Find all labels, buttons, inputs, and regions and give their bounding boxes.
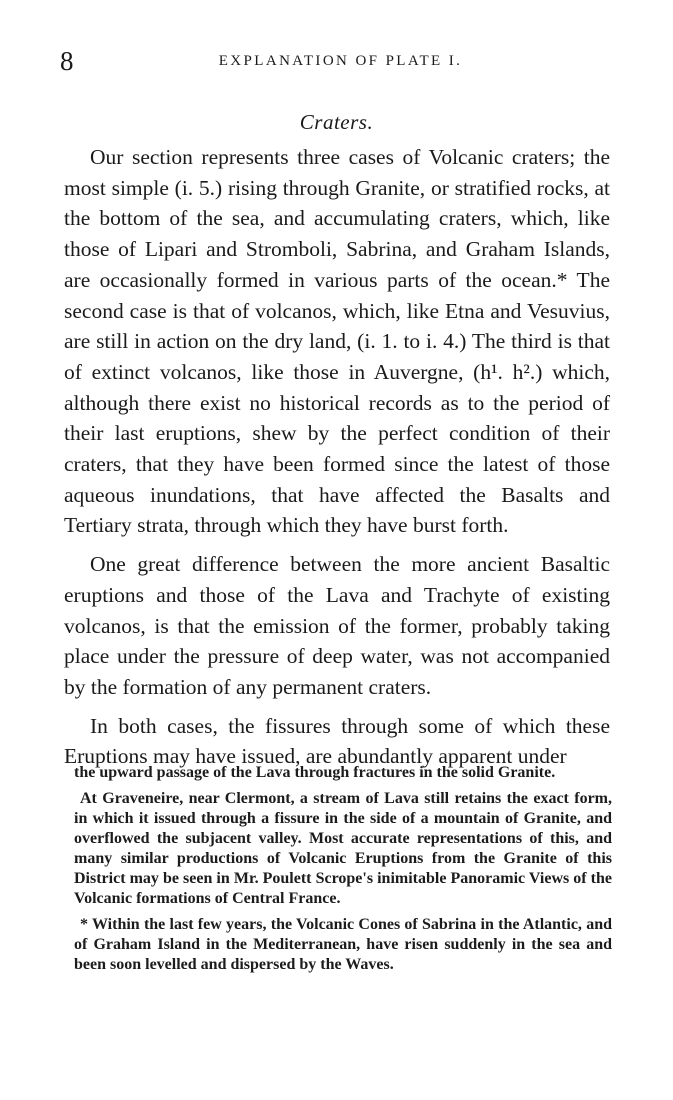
footnote-graveneire: At Graveneire, near Clermont, a stream of Lava still retains the exact form, in which it issued through a fissure in the side of a mountain of Granite, and overflowed the subjacent valley. Most accurate representations of this, and many similar productions of Volcanic Eruptions from the Granite of this District may be seen in Mr. Poulett Scrope's inimitable Panoramic Views of the Volcanic formations of Central France.	[74, 790, 612, 907]
section-heading: Craters.	[299, 110, 374, 134]
paragraph-basaltic-difference: One great difference between the more ancient Basaltic eruptions and those of the Lava and Trachyte of existing volcanos, is that the emission of the former, probably taking place under the pressure of deep water, was not accompanied by the formation of any permanent craters.	[64, 552, 610, 699]
paragraph-fissures: In both cases, the fissures through some of which these Eruptions may have issued, are abundantly apparent under	[64, 713, 610, 769]
running-title: EXPLANATION OF PLATE I.	[218, 53, 463, 69]
running-head	[0, 53, 673, 70]
paragraph-craters-intro: Our section represents three cases of Volcanic craters; the most simple (i. 5.) rising through Granite, or stratified rocks, at the bottom of the sea, and accumulating craters, which, like those of Lipari and Stromboli, Sabrina, and Graham Islands, are occasionally formed in various parts of the ocean.* The second case is that of volcanos, which, like Etna and Vesuvius, are still in action on the dry land, (i. 1. to i. 4.) The third is that of extinct volcanos, like those in Auvergne, (h¹. h².) which, although there exist no historical records as to the period of their last eruptions, shew by the perfect condition of their craters, that they have been formed since the latest of those aqueous inundations, that have affected the Basalts and Tertiary strata, through which they have burst forth.	[64, 145, 610, 538]
page-number: 8	[60, 46, 74, 76]
main-text	[64, 142, 610, 772]
footnote-asterisk: * Within the last few years, the Volcanic Cones of Sabrina in the Atlantic, and of Graham Island in the Mediterranean, have risen suddenly in the sea and been soon levelled and dispersed by the Waves.	[74, 916, 612, 973]
footnote-continuation: the upward passage of the Lava through fractures in the solid Granite.	[74, 764, 556, 781]
footnotes	[74, 763, 612, 975]
